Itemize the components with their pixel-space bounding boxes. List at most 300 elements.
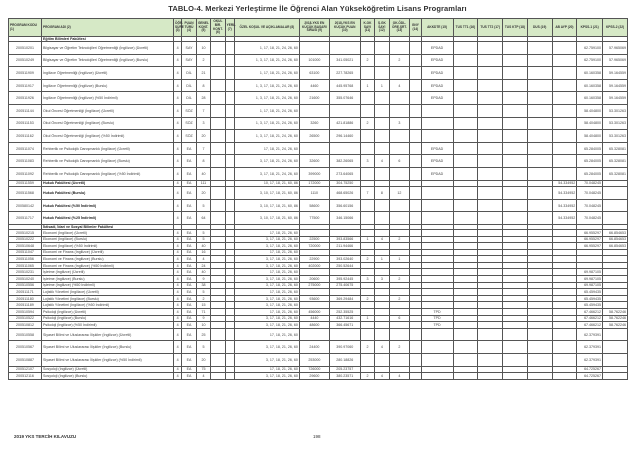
cell-gny bbox=[410, 302, 421, 309]
cell-kpss2 bbox=[603, 354, 628, 367]
cell-sure: 4 bbox=[174, 67, 182, 80]
cell-k1: 1 bbox=[360, 315, 374, 322]
cell-k3: 2 bbox=[389, 54, 410, 67]
cell-tt2 bbox=[478, 309, 503, 316]
cell-sure: 4 bbox=[174, 302, 182, 309]
cell-tt1 bbox=[453, 199, 478, 212]
cell-abayp bbox=[552, 155, 577, 168]
cell-okul bbox=[211, 276, 225, 283]
cell-genel: 28 bbox=[196, 92, 210, 105]
cell-kosul: 3, 10, 17, 18, 21, 60, 86 bbox=[234, 199, 299, 212]
cell-dus bbox=[527, 256, 552, 263]
cell-name: Hukuk Fakültesi (%50 İndirimli) bbox=[42, 199, 174, 212]
cell-dus bbox=[527, 236, 552, 243]
cell-code: 200511056 bbox=[9, 256, 42, 263]
cell-akk bbox=[421, 289, 453, 296]
cell-name: Rehberlik ve Psikolojik Danışmanlık (İngilizce) (%50 İndirimli) bbox=[42, 167, 174, 180]
cell-k3 bbox=[389, 67, 410, 80]
cell-k2 bbox=[375, 269, 389, 276]
table-row bbox=[9, 243, 628, 250]
cell-gny bbox=[410, 54, 421, 67]
cell-tt1 bbox=[453, 187, 478, 200]
table-row bbox=[9, 180, 628, 187]
cell-kpss1: 70.048245 bbox=[577, 187, 603, 200]
faculty-name: Eğitim Bilimleri Fakültesi bbox=[42, 37, 174, 42]
cell-genel: 10 bbox=[196, 322, 210, 329]
cell-puan: DİL bbox=[182, 67, 196, 80]
cell-taban: 296.14460 bbox=[329, 130, 360, 143]
cell-taban: 250.52644 bbox=[329, 262, 360, 269]
cell-kpss2: 66.854653 bbox=[603, 229, 628, 236]
cell-name: Ekonomi (İngilizce) (Ücretli) bbox=[42, 229, 174, 236]
cell-dus bbox=[527, 269, 552, 276]
cell-dus bbox=[527, 117, 552, 130]
cell-k2 bbox=[375, 142, 389, 155]
cell-kpss2: 59.164559 bbox=[603, 67, 628, 80]
cell-name: Rehberlik ve Psikolojik Danışmanlık (İngilizce) (Ücretli) bbox=[42, 142, 174, 155]
cell-dus bbox=[527, 328, 552, 341]
cell-genel: 5 bbox=[196, 341, 210, 354]
cell-sure: 4 bbox=[174, 130, 182, 143]
cell-yerl bbox=[225, 276, 234, 283]
table-row bbox=[9, 269, 628, 276]
cell-genel: 8 bbox=[196, 155, 210, 168]
cell-name: İngilizce Öğretmenliği (İngilizce) (%50 İndirimli) bbox=[42, 92, 174, 105]
cell-name: Bilgisayar ve Öğretim Teknolojileri Öğretmenliği (İngilizce) (Burslu) bbox=[42, 54, 174, 67]
column-header: DUS (19) bbox=[527, 19, 552, 37]
cell-k1 bbox=[360, 366, 374, 373]
cell-k2 bbox=[375, 54, 389, 67]
cell-kpss2 bbox=[603, 373, 628, 380]
cell-k1 bbox=[360, 282, 374, 289]
cell-kosul: 17, 18, 21, 26, 60 bbox=[234, 328, 299, 341]
cell-abayp bbox=[552, 104, 577, 117]
cell-kosul: 1, 3, 17, 18, 21, 24, 26, 60 bbox=[234, 92, 299, 105]
cell-kpss1: 60.160358 bbox=[577, 79, 603, 92]
cell-tt2 bbox=[478, 212, 503, 225]
cell-k1: 2 bbox=[360, 117, 374, 130]
cell-kpss1: 70.048245 bbox=[577, 212, 603, 225]
cell-abayp bbox=[552, 243, 577, 250]
cell-name: Ekonomi ve Finans (İngilizce) (Burslu) bbox=[42, 256, 174, 263]
cell-abayp bbox=[552, 256, 577, 263]
cell-gny bbox=[410, 130, 421, 143]
cell-okul bbox=[211, 262, 225, 269]
cell-name: Ekonomi (İngilizce) (Burslu) bbox=[42, 236, 174, 243]
cell-ktp bbox=[503, 92, 528, 105]
cell-yerl bbox=[225, 249, 234, 256]
cell-kpss1: 65.284005 bbox=[577, 155, 603, 168]
cell-sira: 24400 bbox=[299, 341, 329, 354]
table-row bbox=[9, 167, 628, 180]
cell-abayp bbox=[552, 282, 577, 289]
cell-sira: 77500 bbox=[299, 212, 329, 225]
cell-puan: EA bbox=[182, 243, 196, 250]
cell-name: Lojistik Yönetimi (İngilizce) (Burslu) bbox=[42, 295, 174, 302]
cell-sira bbox=[299, 229, 329, 236]
cell-tt2 bbox=[478, 256, 503, 263]
cell-k1: 2 bbox=[360, 256, 374, 263]
cell-yerl bbox=[225, 328, 234, 341]
cell-sure: 4 bbox=[174, 328, 182, 341]
cell-k1: 3 bbox=[360, 155, 374, 168]
cell-gny bbox=[410, 187, 421, 200]
cell-tt1 bbox=[453, 354, 478, 367]
cell-sira: 32600 bbox=[299, 155, 329, 168]
cell-k1 bbox=[360, 354, 374, 367]
cell-k2 bbox=[375, 366, 389, 373]
cell-gny bbox=[410, 104, 421, 117]
cell-k3 bbox=[389, 354, 410, 367]
cell-yerl bbox=[225, 269, 234, 276]
cell-kpss1: 60.160358 bbox=[577, 92, 603, 105]
cell-k1 bbox=[360, 249, 374, 256]
cell-puan: EA bbox=[182, 309, 196, 316]
cell-yerl bbox=[225, 373, 234, 380]
cell-k2 bbox=[375, 180, 389, 187]
table-row bbox=[9, 262, 628, 269]
cell-k3 bbox=[389, 130, 410, 143]
cell-yerl bbox=[225, 199, 234, 212]
cell-k3: 3 bbox=[389, 117, 410, 130]
cell-name: Rehberlik ve Psikolojik Danışmanlık (İngilizce) (Burslu) bbox=[42, 155, 174, 168]
cell-kpss2 bbox=[603, 282, 628, 289]
cell-kosul: 1, 3, 17, 18, 21, 24, 26, 60 bbox=[234, 79, 299, 92]
cell-k1 bbox=[360, 142, 374, 155]
cell-kpss1: 62.379391 bbox=[577, 328, 603, 341]
cell-sira: 1110 bbox=[299, 187, 329, 200]
cell-ktp bbox=[503, 243, 528, 250]
cell-puan: EA bbox=[182, 187, 196, 200]
cell-okul bbox=[211, 199, 225, 212]
cell-sira: 20600 bbox=[299, 276, 329, 283]
cell-okul bbox=[211, 42, 225, 55]
cell-genel: 15 bbox=[196, 302, 210, 309]
cell-k1 bbox=[360, 302, 374, 309]
cell-k1 bbox=[360, 92, 374, 105]
cell-genel: 4 bbox=[196, 373, 210, 380]
cell-sure: 4 bbox=[174, 322, 182, 329]
cell-yerl bbox=[225, 302, 234, 309]
cell-k2 bbox=[375, 322, 389, 329]
cell-sira bbox=[299, 142, 329, 155]
cell-tt2 bbox=[478, 104, 503, 117]
cell-name: Ekonomi ve Finans (İngilizce) (%50 İndirimli) bbox=[42, 262, 174, 269]
cell-kosul: 3, 17, 18, 21, 26, 60 bbox=[234, 354, 299, 367]
column-header: KPSS-1 (21) bbox=[577, 19, 603, 37]
cell-kpss2 bbox=[603, 180, 628, 187]
cell-name: İşletme (İngilizce) (Burslu) bbox=[42, 276, 174, 283]
cell-k3 bbox=[389, 289, 410, 296]
cell-kosul: 1, 3, 17, 18, 21, 24, 26, 60 bbox=[234, 130, 299, 143]
cell-genel: 2 bbox=[196, 54, 210, 67]
cell-ktp bbox=[503, 67, 528, 80]
cell-code: 200510594 bbox=[9, 309, 42, 316]
cell-akk bbox=[421, 269, 453, 276]
cell-tt1 bbox=[453, 67, 478, 80]
cell-sira: 58600 bbox=[299, 199, 329, 212]
cell-kpss2 bbox=[603, 256, 628, 263]
cell-genel: 4 bbox=[196, 256, 210, 263]
cell-yerl bbox=[225, 354, 234, 367]
cell-akk bbox=[421, 249, 453, 256]
cell-k3 bbox=[389, 92, 410, 105]
cell-abayp bbox=[552, 249, 577, 256]
cell-tt1 bbox=[453, 236, 478, 243]
cell-sure: 4 bbox=[174, 341, 182, 354]
cell-tt1 bbox=[453, 117, 478, 130]
cell-k3: 2 bbox=[389, 341, 410, 354]
table-row bbox=[9, 130, 628, 143]
cell-kpss2: 59.164559 bbox=[603, 92, 628, 105]
cell-name: Okul Öncesi Öğretmenliği (İngilizce) (Burslu) bbox=[42, 117, 174, 130]
table-row bbox=[9, 79, 628, 92]
cell-tt2 bbox=[478, 42, 503, 55]
column-header: 2018-YKS EN KÜÇÜK BAŞARI SIRASI (9) bbox=[299, 19, 329, 37]
cell-name: Ekonomi (İngilizce) (%50 İndirimli) bbox=[42, 243, 174, 250]
table-row bbox=[9, 67, 628, 80]
cell-puan: EA bbox=[182, 276, 196, 283]
cell-genel: 40 bbox=[196, 167, 210, 180]
cell-abayp bbox=[552, 366, 577, 373]
cell-kosul: 3, 17, 18, 21, 26, 60 bbox=[234, 322, 299, 329]
cell-code: 200511171 bbox=[9, 289, 42, 296]
cell-puan: EA bbox=[182, 256, 196, 263]
cell-kosul: 1, 3, 17, 18, 21, 24, 26, 60 bbox=[234, 54, 299, 67]
cell-code: 200580142 bbox=[9, 199, 42, 212]
cell-gny bbox=[410, 92, 421, 105]
cell-gny bbox=[410, 322, 421, 329]
cell-kpss1: 62.759100 bbox=[577, 42, 603, 55]
cell-ktp bbox=[503, 322, 528, 329]
cell-puan: EA bbox=[182, 212, 196, 225]
table-row bbox=[9, 249, 628, 256]
cell-k1: 7 bbox=[360, 187, 374, 200]
cell-kosul: 1, 17, 18, 21, 24, 26, 60 bbox=[234, 104, 299, 117]
cell-gny bbox=[410, 249, 421, 256]
cell-okul bbox=[211, 167, 225, 180]
cell-tt2 bbox=[478, 236, 503, 243]
cell-k1: 1 bbox=[360, 236, 374, 243]
cell-kpss1 bbox=[577, 262, 603, 269]
cell-sira bbox=[299, 269, 329, 276]
cell-sira: 63100 bbox=[299, 67, 329, 80]
cell-genel: 40 bbox=[196, 243, 210, 250]
cell-ktp bbox=[503, 269, 528, 276]
cell-gny bbox=[410, 262, 421, 269]
cell-akk: EPDAD bbox=[421, 167, 453, 180]
cell-puan: EA bbox=[182, 249, 196, 256]
cell-abayp: 54.334952 bbox=[552, 199, 577, 212]
cell-kpss2 bbox=[603, 199, 628, 212]
cell-k3: 4 bbox=[389, 79, 410, 92]
cell-name: Okul Öncesi Öğretmenliği (İngilizce) (%50 İndirimli) bbox=[42, 130, 174, 143]
cell-sira bbox=[299, 302, 329, 309]
cell-sira: 21600 bbox=[299, 92, 329, 105]
column-header: KPSS-2 (22) bbox=[603, 19, 628, 37]
cell-kosul: 1, 17, 18, 21, 24, 26, 60 bbox=[234, 67, 299, 80]
cell-gny bbox=[410, 229, 421, 236]
cell-code: 200511909 bbox=[9, 67, 42, 80]
cell-k2: 1 bbox=[375, 256, 389, 263]
cell-genel: 20 bbox=[196, 354, 210, 367]
cell-tt1 bbox=[453, 322, 478, 329]
cell-k1 bbox=[360, 167, 374, 180]
cell-code: 200511144 bbox=[9, 104, 42, 117]
cell-yerl bbox=[225, 117, 234, 130]
cell-ktp bbox=[503, 104, 528, 117]
cell-akk bbox=[421, 366, 453, 373]
cell-k3 bbox=[389, 180, 410, 187]
cell-kpss1 bbox=[577, 249, 603, 256]
cell-akk bbox=[421, 236, 453, 243]
cell-k3 bbox=[389, 366, 410, 373]
cell-name: İşletme (İngilizce) (Ücretli) bbox=[42, 269, 174, 276]
cell-sira: 399000 bbox=[299, 167, 329, 180]
cell-sure: 4 bbox=[174, 42, 182, 55]
cell-okul bbox=[211, 289, 225, 296]
cell-k2 bbox=[375, 328, 389, 341]
cell-k2 bbox=[375, 243, 389, 250]
cell-genel: 16 bbox=[196, 249, 210, 256]
cell-gny bbox=[410, 180, 421, 187]
table-title: TABLO-4. Merkezi Yerleştirme İle Öğrenci Alan Yükseköğretim Lisans Programları bbox=[168, 4, 467, 13]
cell-k1 bbox=[360, 243, 374, 250]
cell-puan: EA bbox=[182, 282, 196, 289]
cell-kpss2: 57.965069 bbox=[603, 42, 628, 55]
cell-sira: 726000 bbox=[299, 366, 329, 373]
cell-taban: 369.29484 bbox=[329, 295, 360, 302]
cell-kpss1: 70.048245 bbox=[577, 199, 603, 212]
cell-kosul: 17, 18, 21, 24, 26, 60 bbox=[234, 142, 299, 155]
cell-abayp bbox=[552, 236, 577, 243]
cell-gny bbox=[410, 309, 421, 316]
cell-sure: 4 bbox=[174, 187, 182, 200]
column-header: ÖZEL KOŞUL VE AÇIKLAMALAR (8) bbox=[234, 19, 299, 37]
cell-genel: 75 bbox=[196, 366, 210, 373]
cell-okul bbox=[211, 249, 225, 256]
cell-genel: 9 bbox=[196, 276, 210, 283]
cell-taban: 382.26065 bbox=[329, 155, 360, 168]
cell-tt2 bbox=[478, 79, 503, 92]
cell-yerl bbox=[225, 229, 234, 236]
cell-kpss1: 69.987105 bbox=[577, 276, 603, 283]
cell-gny bbox=[410, 256, 421, 263]
cell-taban bbox=[329, 142, 360, 155]
cell-okul bbox=[211, 54, 225, 67]
cell-taban: 346.15066 bbox=[329, 212, 360, 225]
cell-sure: 4 bbox=[174, 295, 182, 302]
table-row bbox=[9, 322, 628, 329]
cell-abayp bbox=[552, 322, 577, 329]
cell-kpss2: 59.164559 bbox=[603, 79, 628, 92]
cell-abayp bbox=[552, 167, 577, 180]
cell-taban: 390.97060 bbox=[329, 341, 360, 354]
column-header: OK.ÖDL. ÖRE.ŞRT. (13) bbox=[389, 19, 410, 37]
cell-akk bbox=[421, 354, 453, 367]
cell-genel: 71 bbox=[196, 309, 210, 316]
cell-tt2 bbox=[478, 67, 503, 80]
table-row bbox=[9, 282, 628, 289]
cell-puan: EA bbox=[182, 315, 196, 322]
cell-kpss2: 65.328081 bbox=[603, 167, 628, 180]
cell-k2: 4 bbox=[375, 373, 389, 380]
cell-tt1 bbox=[453, 243, 478, 250]
cell-puan: EA bbox=[182, 142, 196, 155]
cell-ktp bbox=[503, 341, 528, 354]
cell-okul bbox=[211, 256, 225, 263]
column-header: AB AYP (20) bbox=[552, 19, 577, 37]
cell-name: Hukuk Fakültesi (Ücretli) bbox=[42, 180, 174, 187]
cell-code: 200511065 bbox=[9, 262, 42, 269]
cell-sira bbox=[299, 249, 329, 256]
cell-kpss2: 58.762246 bbox=[603, 315, 628, 322]
cell-okul bbox=[211, 282, 225, 289]
cell-sira bbox=[299, 289, 329, 296]
cell-ktp bbox=[503, 212, 528, 225]
cell-code: 200511162 bbox=[9, 130, 42, 143]
cell-gny bbox=[410, 117, 421, 130]
cell-ktp bbox=[503, 289, 528, 296]
column-header: GENEL KONT. (5) bbox=[196, 19, 210, 37]
cell-kosul: 1, 3, 17, 18, 21, 24, 26, 60 bbox=[234, 117, 299, 130]
cell-akk: TPD bbox=[421, 315, 453, 322]
cell-sure: 4 bbox=[174, 180, 182, 187]
cell-sure: 4 bbox=[174, 354, 182, 367]
table-row bbox=[9, 92, 628, 105]
column-header: K.OK SAYI (11) bbox=[360, 19, 374, 37]
cell-tt1 bbox=[453, 167, 478, 180]
cell-gny bbox=[410, 142, 421, 155]
cell-gny bbox=[410, 354, 421, 367]
cell-abayp bbox=[552, 130, 577, 143]
cell-k3 bbox=[389, 262, 410, 269]
cell-ktp bbox=[503, 54, 528, 67]
cell-name: Bilgisayar ve Öğretim Teknolojileri Öğretmenliği (İngilizce) (Ücretli) bbox=[42, 42, 174, 55]
cell-sira: 22500 bbox=[299, 236, 329, 243]
cell-dus bbox=[527, 54, 552, 67]
cell-dus bbox=[527, 309, 552, 316]
cell-tt2 bbox=[478, 155, 503, 168]
cell-kpss2 bbox=[603, 295, 628, 302]
cell-ktp bbox=[503, 199, 528, 212]
cell-kpss2: 58.762246 bbox=[603, 322, 628, 329]
cell-kpss1: 69.987105 bbox=[577, 269, 603, 276]
cell-ktp bbox=[503, 130, 528, 143]
cell-abayp bbox=[552, 92, 577, 105]
cell-code: 200511189 bbox=[9, 302, 42, 309]
cell-k1 bbox=[360, 104, 374, 117]
cell-akk bbox=[421, 262, 453, 269]
cell-kpss1: 65.459435 bbox=[577, 295, 603, 302]
cell-akk bbox=[421, 276, 453, 283]
cell-abayp bbox=[552, 117, 577, 130]
cell-gny bbox=[410, 295, 421, 302]
cell-akk bbox=[421, 187, 453, 200]
cell-name: Siyaset Bilimi ve Uluslararası İlişkiler (İngilizce) (%50 İndirimli) bbox=[42, 354, 174, 367]
cell-kosul: 1, 17, 18, 21, 24, 26, 60 bbox=[234, 42, 299, 55]
cell-name: Psikoloji (İngilizce) (Burslu) bbox=[42, 315, 174, 322]
cell-puan: EA bbox=[182, 373, 196, 380]
cell-sure: 4 bbox=[174, 243, 182, 250]
cell-tt2 bbox=[478, 229, 503, 236]
cell-kpss1: 66.955297 bbox=[577, 243, 603, 250]
cell-yerl bbox=[225, 79, 234, 92]
cell-abayp: 54.334952 bbox=[552, 180, 577, 187]
cell-code: 200511717 bbox=[9, 212, 42, 225]
cell-sure: 4 bbox=[174, 117, 182, 130]
cell-ktp bbox=[503, 180, 528, 187]
